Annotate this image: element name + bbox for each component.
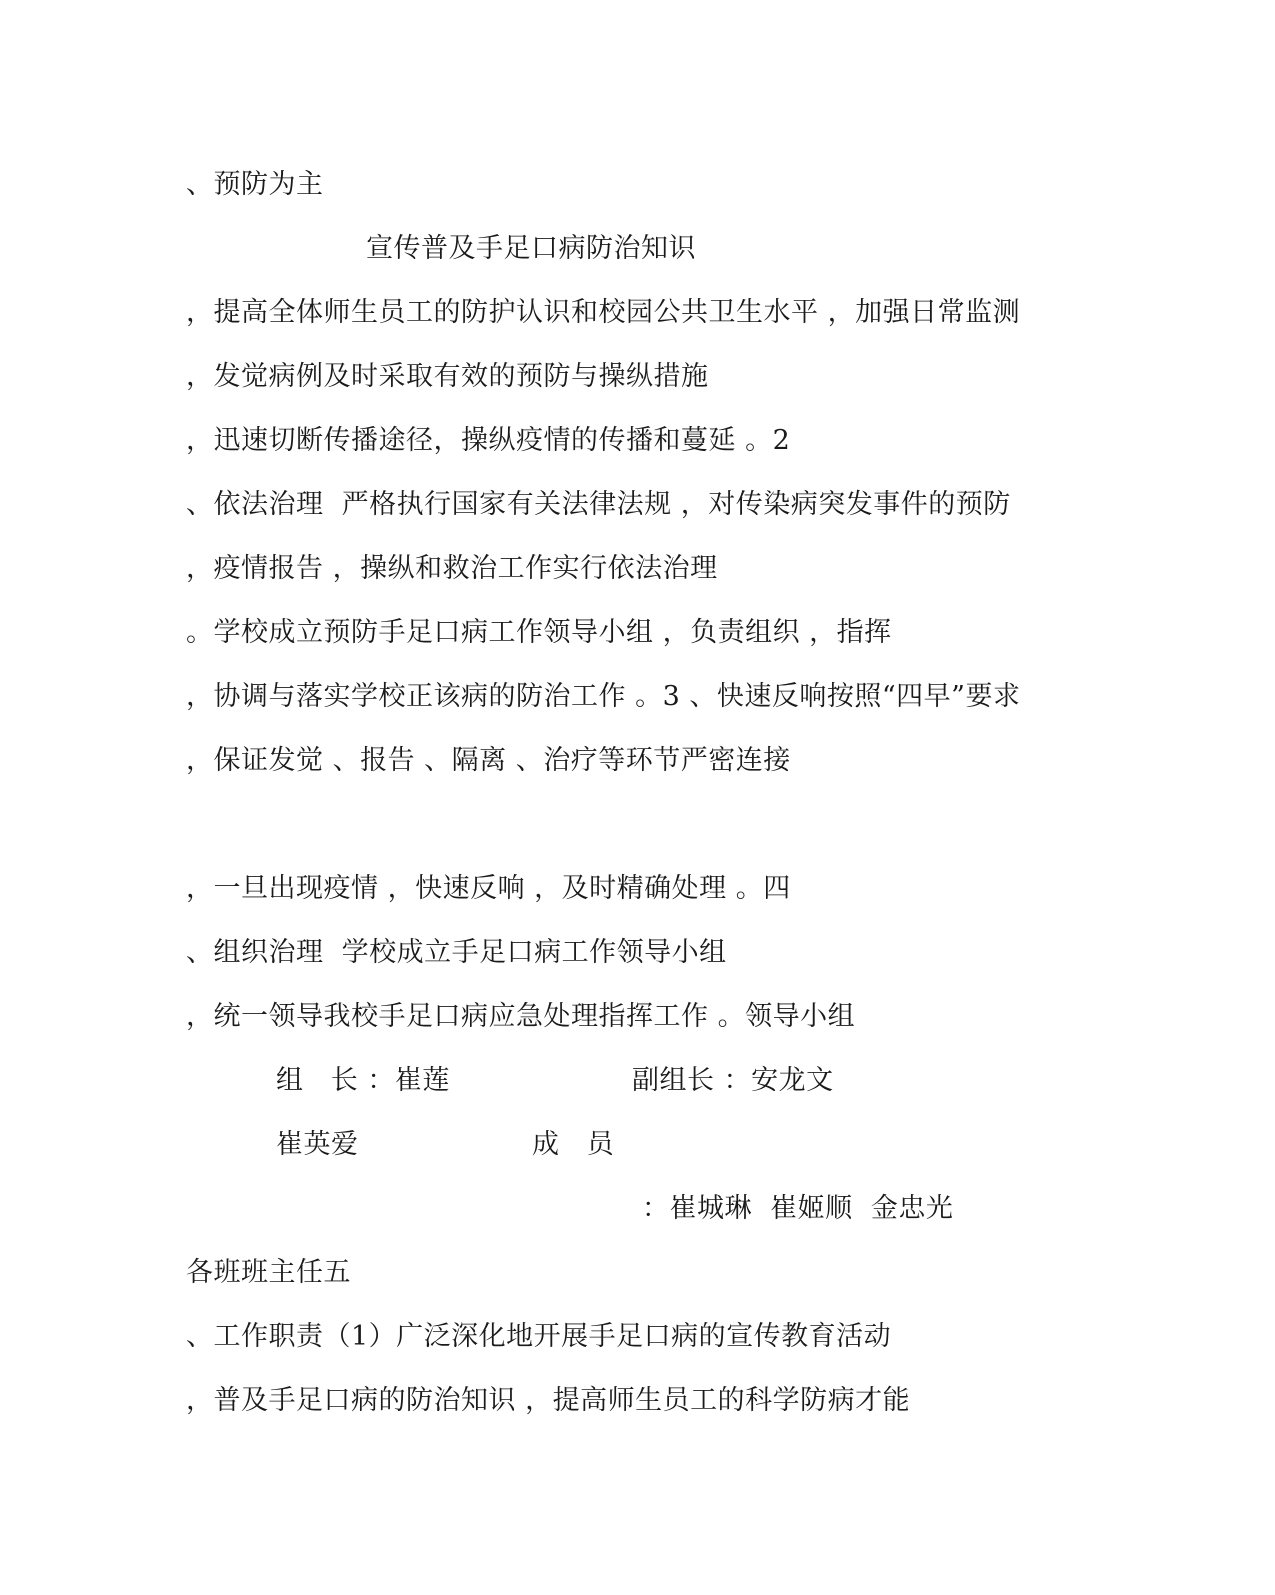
text-line-9: ，协调与落实学校正该病的防治工作 。3 、快速反响按照“四早”要求 <box>186 681 1021 712</box>
text-line-6: 、依法治理 严格执行国家有关法律法规 ，对传染病突发事件的预防 <box>186 489 1011 520</box>
text-line-7: ，疫情报告 ，操纵和救治工作实行依法治理 <box>186 553 718 584</box>
deputy-leader-line: 副组长 ：安龙文 <box>632 1065 834 1096</box>
text-line-21: ，普及手足口病的防治知识 ，提高师生员工的科学防病才能 <box>186 1385 911 1416</box>
text-line-20: 、工作职责（1）广泛深化地开展手足口病的宣传教育活动 <box>186 1321 892 1352</box>
text-line-10: ，保证发觉 、报告 、隔离 、治疗等环节严密连接 <box>186 745 791 776</box>
members-label: 成 员 <box>532 1129 615 1160</box>
members-list: ：崔城琳 崔姬顺 金忠光 <box>642 1193 954 1224</box>
text-line-1: 、预防为主 <box>186 169 324 200</box>
text-line-5: ，迅速切断传播途径，操纵疫情的传播和蔓延 。2 <box>186 425 791 456</box>
text-line-19: 各班班主任五 <box>186 1257 351 1288</box>
text-line-2: 宣传普及手足口病防治知识 <box>366 233 696 264</box>
group-leader-line: 组 长 ：崔莲 <box>276 1065 450 1096</box>
text-line-11: ，一旦出现疫情 ，快速反响 ，及时精确处理 。四 <box>186 873 791 904</box>
text-line-12: 、组织治理 学校成立手足口病工作领导小组 <box>186 937 727 968</box>
member-name-line: 崔英爱 <box>276 1129 359 1160</box>
text-line-13: ，统一领导我校手足口病应急处理指挥工作 。领导小组 <box>186 1001 856 1032</box>
text-line-3: ，提高全体师生员工的防护认识和校园公共卫生水平 ，加强日常监测 <box>186 297 1021 328</box>
text-line-8: 。学校成立预防手足口病工作领导小组 ，负责组织 ，指挥 <box>186 617 892 648</box>
text-line-4: ，发觉病例及时采取有效的预防与操纵措施 <box>186 361 709 392</box>
